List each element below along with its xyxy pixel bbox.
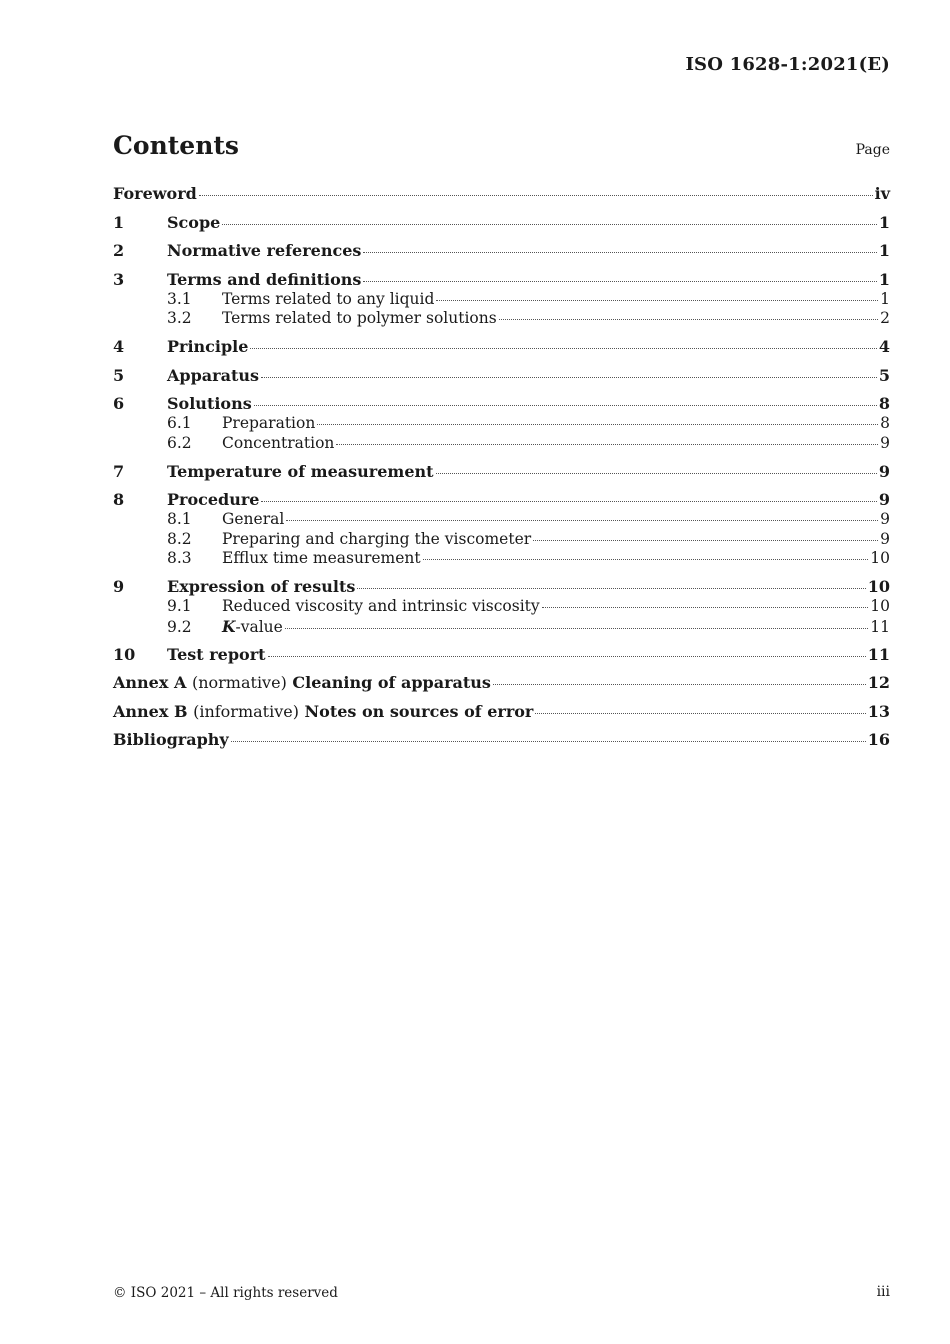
toc-title-rest: -value	[235, 617, 283, 636]
toc-entry-test-report[interactable]	[113, 645, 890, 665]
toc-page: 9	[878, 461, 890, 481]
toc-title: Reduced viscosity and intrinsic viscosity	[222, 597, 540, 615]
toc-entry-principle[interactable]	[113, 337, 890, 357]
toc-title: Bibliography	[113, 730, 229, 749]
toc-entry-apparatus[interactable]	[113, 366, 890, 386]
dot-leader	[493, 684, 866, 685]
toc-page: 9	[880, 529, 890, 548]
toc-subentry-3-1[interactable]	[113, 290, 890, 310]
toc-title: Foreword	[113, 184, 197, 203]
toc-title: Scope	[167, 212, 221, 232]
toc-title: Test report	[167, 644, 266, 664]
toc-page: 10	[870, 549, 890, 567]
toc-entry-annex-b[interactable]	[113, 702, 890, 722]
dot-leader	[336, 444, 878, 445]
toc-title: Procedure	[167, 490, 260, 509]
toc-page: 11	[867, 644, 890, 664]
toc-page: 8	[878, 394, 890, 413]
toc-title: General	[222, 510, 285, 528]
annex-type: (informative)	[193, 701, 299, 721]
toc-entry-annex-a[interactable]	[113, 673, 890, 693]
toc-number: 3.2	[167, 309, 192, 327]
toc-number: 3	[113, 269, 125, 289]
toc-number: 8.3	[167, 549, 192, 567]
toc-subentry-9-1[interactable]	[113, 597, 890, 617]
toc-entry-terms-and-definitions[interactable]	[113, 270, 890, 290]
toc-entry-solutions[interactable]	[113, 394, 890, 414]
copyright-notice: © ISO 2021 – All rights reserved	[113, 1285, 338, 1301]
toc-title: Temperature of measurement	[167, 461, 434, 481]
toc-page: 5	[878, 365, 890, 385]
annex-title: Cleaning of apparatus	[292, 673, 491, 692]
dot-leader	[285, 628, 868, 629]
dot-leader	[363, 281, 876, 282]
dot-leader	[286, 520, 878, 521]
annex-label: Annex A	[113, 673, 187, 692]
toc-number: 9.1	[167, 597, 192, 615]
toc-number: 6	[113, 394, 125, 413]
toc-page: 1	[878, 269, 890, 289]
toc-title: Efflux time measurement	[222, 549, 421, 567]
toc-number: 8	[113, 490, 125, 509]
toc-entry-temperature-of-measurement[interactable]	[113, 462, 890, 482]
toc-subentry-8-1[interactable]	[113, 510, 890, 530]
toc-title: Expression of results	[167, 577, 356, 596]
toc-title	[113, 673, 491, 692]
dot-leader	[222, 224, 877, 225]
toc-title: Terms related to any liquid	[222, 289, 435, 308]
toc-subentry-6-1[interactable]	[113, 414, 890, 434]
toc-number: 8.2	[167, 529, 192, 548]
toc-page: 12	[867, 673, 890, 692]
toc-page: 10	[870, 597, 890, 615]
annex-type: (normative)	[191, 673, 287, 692]
toc-subentry-3-2[interactable]	[113, 309, 890, 329]
toc-page: 4	[878, 337, 890, 356]
toc-subentry-9-2[interactable]	[113, 617, 890, 637]
toc-entry-foreword[interactable]	[113, 184, 890, 204]
dot-leader	[533, 540, 878, 541]
toc-title: Principle	[167, 337, 249, 356]
toc-number: 2	[113, 241, 125, 260]
dot-leader	[261, 501, 876, 502]
toc-subentry-6-2[interactable]	[113, 434, 890, 454]
toc-number: 3.1	[167, 289, 192, 308]
dot-leader	[436, 473, 877, 474]
toc-page: 2	[880, 309, 890, 327]
annex-title: Notes on sources of error	[304, 701, 534, 721]
toc-number: 7	[113, 461, 125, 481]
toc-page: 1	[878, 241, 890, 260]
dot-leader	[250, 348, 876, 349]
dot-leader	[542, 607, 869, 608]
toc-number: 5	[113, 365, 125, 385]
dot-leader	[436, 300, 878, 301]
toc-entry-scope[interactable]	[113, 213, 890, 233]
dot-leader	[317, 424, 878, 425]
toc-title: Solutions	[167, 394, 252, 413]
toc-subentry-8-2[interactable]	[113, 530, 890, 550]
toc-number: 9	[113, 577, 125, 596]
dot-leader	[231, 741, 866, 742]
dot-leader	[254, 405, 877, 406]
toc-number: 8.1	[167, 510, 192, 528]
toc-number: 9.2	[167, 617, 192, 636]
dot-leader	[199, 195, 873, 196]
toc-number: 4	[113, 337, 125, 356]
toc-subentry-8-3[interactable]	[113, 549, 890, 569]
dot-leader	[423, 559, 869, 560]
toc-number: 6.2	[167, 433, 192, 452]
toc-title	[113, 702, 533, 721]
toc-title: Preparation	[222, 414, 316, 432]
toc-title: Normative references	[167, 241, 362, 260]
dot-leader	[535, 713, 865, 714]
toc-title: Apparatus	[167, 365, 259, 385]
page-title: Contents	[113, 131, 240, 160]
dot-leader	[499, 319, 878, 320]
toc-page: 13	[867, 701, 890, 721]
page-number: iii	[876, 1284, 890, 1300]
dot-leader	[261, 377, 877, 378]
toc-page: 8	[880, 414, 890, 432]
dot-leader	[363, 252, 876, 253]
toc-title: Preparing and charging the viscometer	[222, 529, 532, 548]
page-column-label: Page	[855, 142, 890, 158]
toc-title: Concentration	[222, 433, 335, 452]
toc-page: 9	[878, 490, 890, 509]
dot-leader	[268, 656, 866, 657]
toc-title: Terms related to polymer solutions	[222, 309, 497, 327]
table-of-contents	[113, 184, 890, 750]
toc-page: 1	[878, 212, 890, 232]
toc-entry-procedure[interactable]	[113, 490, 890, 510]
toc-number: 6.1	[167, 414, 192, 432]
toc-entry-expression-of-results[interactable]	[113, 577, 890, 597]
annex-label: Annex B	[113, 701, 188, 721]
toc-page: 10	[867, 577, 890, 596]
toc-number: 1	[113, 212, 125, 232]
toc-entry-normative-references[interactable]	[113, 241, 890, 261]
k-symbol: K	[222, 616, 236, 636]
toc-page: 9	[880, 510, 890, 528]
toc-number: 10	[113, 644, 136, 664]
toc-entry-bibliography[interactable]	[113, 730, 890, 750]
toc-page: iv	[874, 184, 890, 203]
toc-page: 16	[867, 730, 890, 749]
document-id: ISO 1628-1:2021(E)	[685, 54, 890, 75]
toc-title: Terms and definitions	[167, 269, 362, 289]
toc-page: 1	[880, 289, 890, 308]
toc-page: 11	[870, 617, 890, 636]
toc-page: 9	[880, 433, 890, 452]
dot-leader	[357, 588, 865, 589]
toc-title	[222, 617, 283, 636]
